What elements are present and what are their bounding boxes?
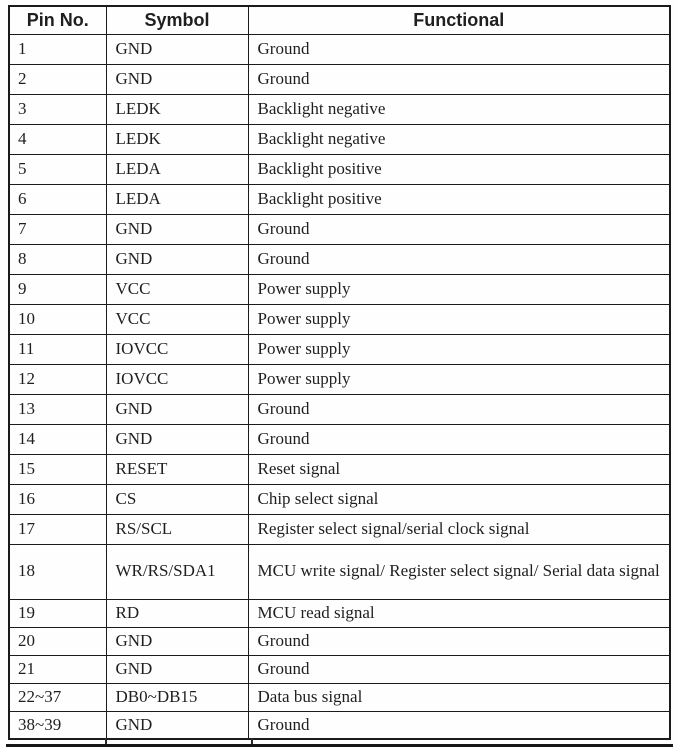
cell-symbol: LEDK bbox=[106, 124, 248, 154]
cell-pin-no: 19 bbox=[9, 599, 106, 627]
table-row bbox=[9, 94, 670, 124]
header-functional: Functional bbox=[248, 6, 670, 34]
cell-functional: Power supply bbox=[248, 304, 670, 334]
cell-functional: MCU write signal/ Register select signal/ Serial data signal bbox=[248, 544, 670, 599]
header-row bbox=[9, 6, 670, 34]
cell-symbol: GND bbox=[106, 424, 248, 454]
cell-pin-no: 18 bbox=[9, 544, 106, 599]
table-row bbox=[9, 424, 670, 454]
cell-pin-no: 21 bbox=[9, 655, 106, 683]
cell-functional: Register select signal/serial clock signal bbox=[248, 514, 670, 544]
table-row bbox=[9, 627, 670, 655]
cell-pin-no: 15 bbox=[9, 454, 106, 484]
cell-functional: Ground bbox=[248, 655, 670, 683]
cell-functional: Ground bbox=[248, 214, 670, 244]
table-row bbox=[9, 514, 670, 544]
cell-symbol: VCC bbox=[106, 304, 248, 334]
cell-functional: Reset signal bbox=[248, 454, 670, 484]
cell-functional: Ground bbox=[248, 424, 670, 454]
table-row bbox=[9, 394, 670, 424]
cell-pin-no: 11 bbox=[9, 334, 106, 364]
cell-functional: Backlight positive bbox=[248, 184, 670, 214]
cell-pin-no: 38~39 bbox=[9, 711, 106, 739]
cell-functional: Ground bbox=[248, 64, 670, 94]
table-row bbox=[9, 274, 670, 304]
cell-symbol: RS/SCL bbox=[106, 514, 248, 544]
cell-pin-no: 5 bbox=[9, 154, 106, 184]
cell-functional: Ground bbox=[248, 627, 670, 655]
table-row bbox=[9, 364, 670, 394]
cell-symbol: LEDK bbox=[106, 94, 248, 124]
cell-symbol: GND bbox=[106, 711, 248, 739]
table-row bbox=[9, 599, 670, 627]
table-row bbox=[9, 683, 670, 711]
cell-symbol: GND bbox=[106, 394, 248, 424]
table-row bbox=[9, 454, 670, 484]
table-row bbox=[9, 484, 670, 514]
cell-functional: MCU read signal bbox=[248, 599, 670, 627]
table-row bbox=[9, 334, 670, 364]
header-symbol: Symbol bbox=[106, 6, 248, 34]
cell-functional: Power supply bbox=[248, 334, 670, 364]
cell-pin-no: 22~37 bbox=[9, 683, 106, 711]
table-row bbox=[9, 154, 670, 184]
table-row bbox=[9, 244, 670, 274]
cell-symbol: IOVCC bbox=[106, 364, 248, 394]
cell-pin-no: 7 bbox=[9, 214, 106, 244]
cell-symbol: GND bbox=[106, 64, 248, 94]
table-row bbox=[9, 711, 670, 739]
table-row bbox=[9, 64, 670, 94]
table-header bbox=[9, 6, 670, 34]
cell-functional: Ground bbox=[248, 711, 670, 739]
table-row bbox=[9, 655, 670, 683]
cell-pin-no: 17 bbox=[9, 514, 106, 544]
cell-functional: Backlight positive bbox=[248, 154, 670, 184]
table-row bbox=[9, 34, 670, 64]
cell-pin-no: 12 bbox=[9, 364, 106, 394]
cell-symbol: LEDA bbox=[106, 184, 248, 214]
cell-pin-no: 8 bbox=[9, 244, 106, 274]
cell-pin-no: 6 bbox=[9, 184, 106, 214]
cell-functional: Ground bbox=[248, 244, 670, 274]
cell-pin-no: 3 bbox=[9, 94, 106, 124]
cell-pin-no: 4 bbox=[9, 124, 106, 154]
cell-pin-no: 9 bbox=[9, 274, 106, 304]
cell-symbol: CS bbox=[106, 484, 248, 514]
page-cutoff-line bbox=[6, 744, 673, 747]
cell-symbol: WR/RS/SDA1 bbox=[106, 544, 248, 599]
table-row bbox=[9, 184, 670, 214]
cell-pin-no: 13 bbox=[9, 394, 106, 424]
cell-symbol: GND bbox=[106, 34, 248, 64]
table-row bbox=[9, 214, 670, 244]
cell-symbol: GND bbox=[106, 244, 248, 274]
cell-functional: Backlight negative bbox=[248, 94, 670, 124]
cell-symbol: VCC bbox=[106, 274, 248, 304]
cell-symbol: RD bbox=[106, 599, 248, 627]
cell-symbol: IOVCC bbox=[106, 334, 248, 364]
cell-symbol: GND bbox=[106, 214, 248, 244]
cell-symbol: DB0~DB15 bbox=[106, 683, 248, 711]
cell-functional: Power supply bbox=[248, 274, 670, 304]
table-row bbox=[9, 304, 670, 334]
cell-functional: Ground bbox=[248, 34, 670, 64]
cell-symbol: GND bbox=[106, 655, 248, 683]
cell-pin-no: 1 bbox=[9, 34, 106, 64]
cell-pin-no: 16 bbox=[9, 484, 106, 514]
cell-pin-no: 20 bbox=[9, 627, 106, 655]
table-body bbox=[9, 34, 670, 739]
cell-functional: Backlight negative bbox=[248, 124, 670, 154]
table-row bbox=[9, 544, 670, 599]
cell-functional: Chip select signal bbox=[248, 484, 670, 514]
table-row bbox=[9, 124, 670, 154]
cell-pin-no: 14 bbox=[9, 424, 106, 454]
cell-symbol: LEDA bbox=[106, 154, 248, 184]
cell-symbol: RESET bbox=[106, 454, 248, 484]
cell-functional: Ground bbox=[248, 394, 670, 424]
header-pin-no: Pin No. bbox=[9, 6, 106, 34]
cell-symbol: GND bbox=[106, 627, 248, 655]
cell-functional: Power supply bbox=[248, 364, 670, 394]
pin-description-table bbox=[8, 5, 671, 740]
cell-functional: Data bus signal bbox=[248, 683, 670, 711]
cell-pin-no: 10 bbox=[9, 304, 106, 334]
cell-pin-no: 2 bbox=[9, 64, 106, 94]
